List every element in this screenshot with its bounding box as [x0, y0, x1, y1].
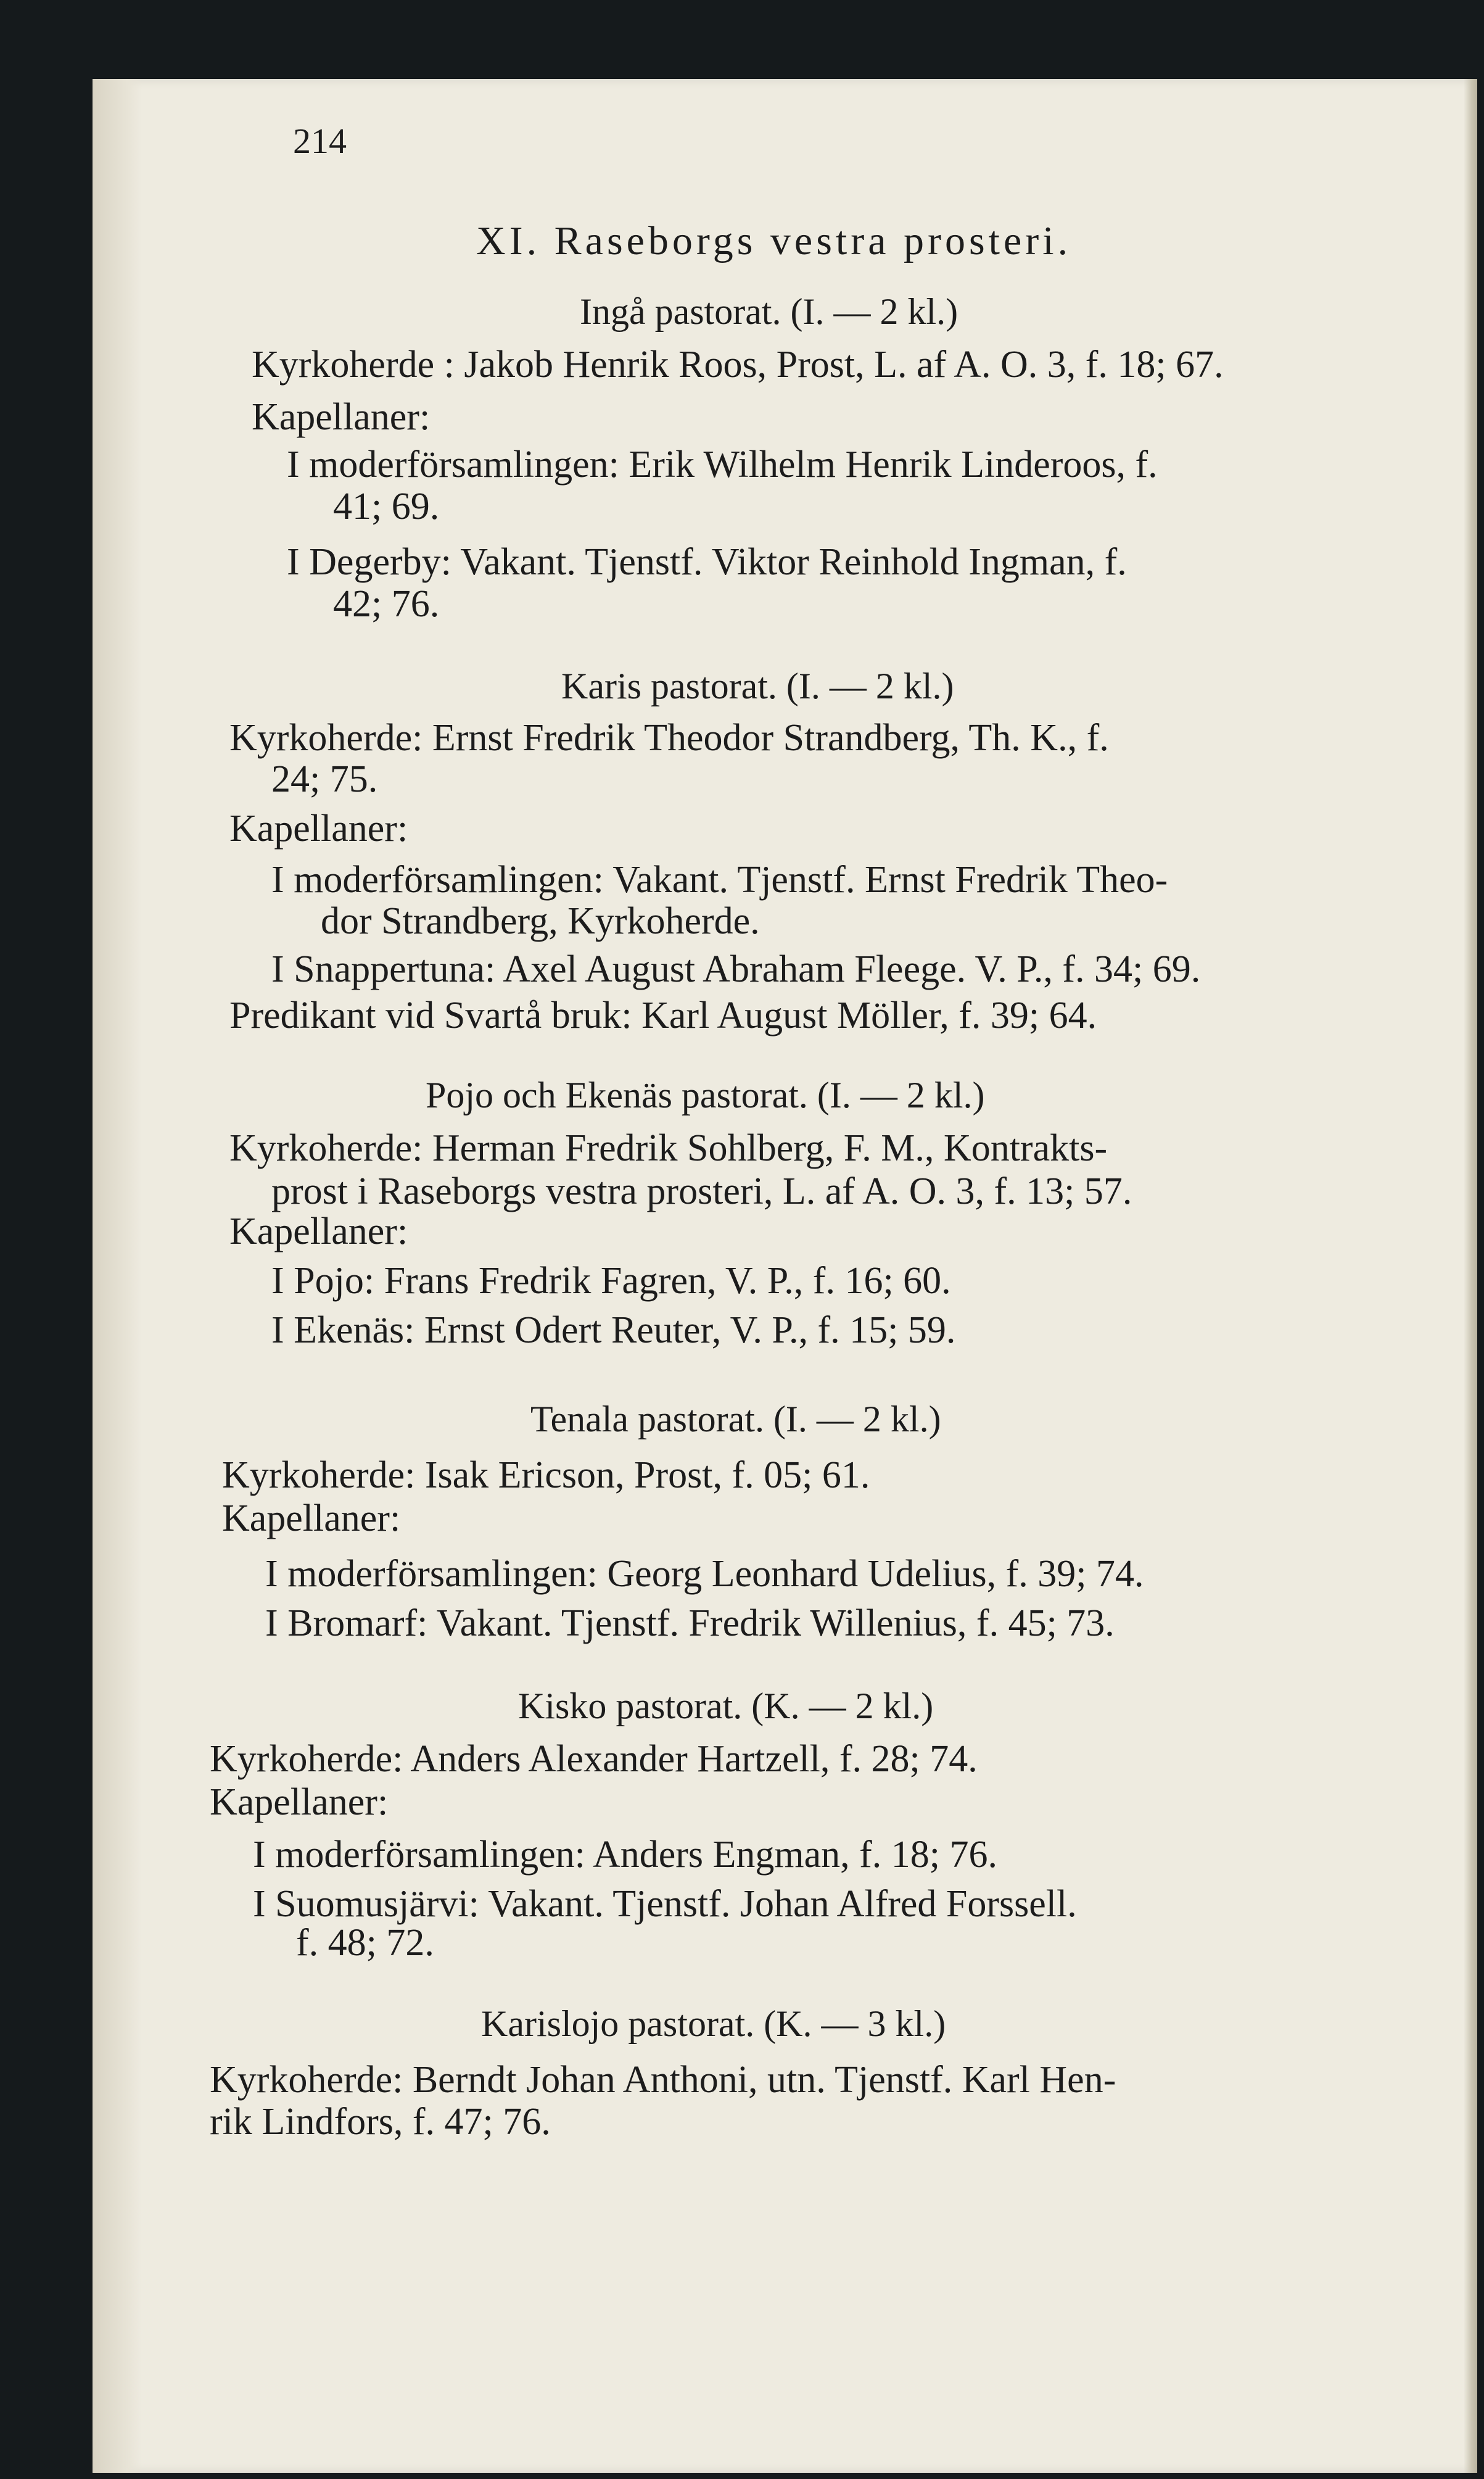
page-number: 214 — [293, 121, 347, 161]
entry-line: f. 48; 72. — [296, 1922, 434, 1964]
entry-line: Kyrkoherde: Berndt Johan Anthoni, utn. Tjenstf. Karl Hen- — [210, 2059, 1116, 2101]
entry-line: I Ekenäs: Ernst Odert Reuter, V. P., f. 15; 59. — [271, 1309, 956, 1351]
entry-line: Kapellaner: — [252, 396, 431, 438]
entry-line: Kyrkoherde: Isak Ericson, Prost, f. 05; 61. — [222, 1454, 870, 1496]
entry-line: Kyrkoherde: Anders Alexander Hartzell, f. 28; 74. — [210, 1738, 978, 1780]
entry-line: I moderförsamlingen: Georg Leonhard Udelius, f. 39; 74. — [265, 1553, 1144, 1595]
entry-line: Kapellaner: — [229, 808, 408, 850]
entry-line: Predikant vid Svartå bruk: Karl August Möller, f. 39; 64. — [229, 995, 1097, 1037]
pastorat-heading-kisko: Kisko pastorat. (K. — 2 kl.) — [518, 1686, 934, 1726]
entry-line: Kapellaner: — [222, 1497, 401, 1539]
pastorat-heading-karis: Karis pastorat. (I. — 2 kl.) — [561, 666, 954, 706]
pastorat-heading-inga: Ingå pastorat. (I. — 2 kl.) — [580, 291, 958, 332]
entry-line: dor Strandberg, Kyrkoherde. — [321, 900, 760, 942]
entry-line: Kyrkoherde: Ernst Fredrik Theodor Strandberg, Th. K., f. — [229, 717, 1109, 759]
entry-line: I moderförsamlingen: Erik Wilhelm Henrik Linderoos, f. — [287, 444, 1158, 486]
entry-line: rik Lindfors, f. 47; 76. — [210, 2101, 551, 2143]
entry-line: Kapellaner: — [229, 1211, 408, 1252]
pastorat-heading-pojo-ekenas: Pojo och Ekenäs pastorat. (I. — 2 kl.) — [426, 1075, 985, 1115]
entry-line: I Snappertuna: Axel August Abraham Fleege. V. P., f. 34; 69. — [271, 948, 1201, 990]
entry-line: I moderförsamlingen: Anders Engman, f. 18; 76. — [253, 1834, 998, 1876]
pastorat-heading-tenala: Tenala pastorat. (I. — 2 kl.) — [530, 1399, 941, 1439]
entry-line: Kyrkoherde: Herman Fredrik Sohlberg, F. M., Kontrakts- — [229, 1127, 1108, 1169]
page-spine-shadow — [93, 79, 142, 2473]
entry-line: Kyrkoherde : Jakob Henrik Roos, Prost, L. af A. O. 3, f. 18; 67. — [252, 344, 1224, 386]
entry-line: 42; 76. — [333, 583, 440, 625]
entry-line: I Degerby: Vakant. Tjenstf. Viktor Reinhold Ingman, f. — [287, 541, 1127, 583]
pastorat-heading-karislojo: Karislojo pastorat. (K. — 3 kl.) — [481, 2003, 946, 2044]
page-edge-shadow — [1464, 79, 1477, 2473]
entry-line: Kapellaner: — [210, 1781, 389, 1823]
section-heading: XI. Raseborgs vestra prosteri. — [476, 218, 1072, 263]
entry-line: I moderförsamlingen: Vakant. Tjenstf. Ernst Fredrik Theo- — [271, 859, 1168, 901]
entry-line: 24; 75. — [271, 758, 378, 800]
entry-line: 41; 69. — [333, 486, 440, 528]
entry-line: I Bromarf: Vakant. Tjenstf. Fredrik Willenius, f. 45; 73. — [265, 1602, 1115, 1644]
entry-line: I Suomusjärvi: Vakant. Tjenstf. Johan Alfred Forssell. — [253, 1883, 1077, 1925]
entry-line: I Pojo: Frans Fredrik Fagren, V. P., f. 16; 60. — [271, 1260, 951, 1302]
entry-line: prost i Raseborgs vestra prosteri, L. af A. O. 3, f. 13; 57. — [271, 1170, 1132, 1212]
